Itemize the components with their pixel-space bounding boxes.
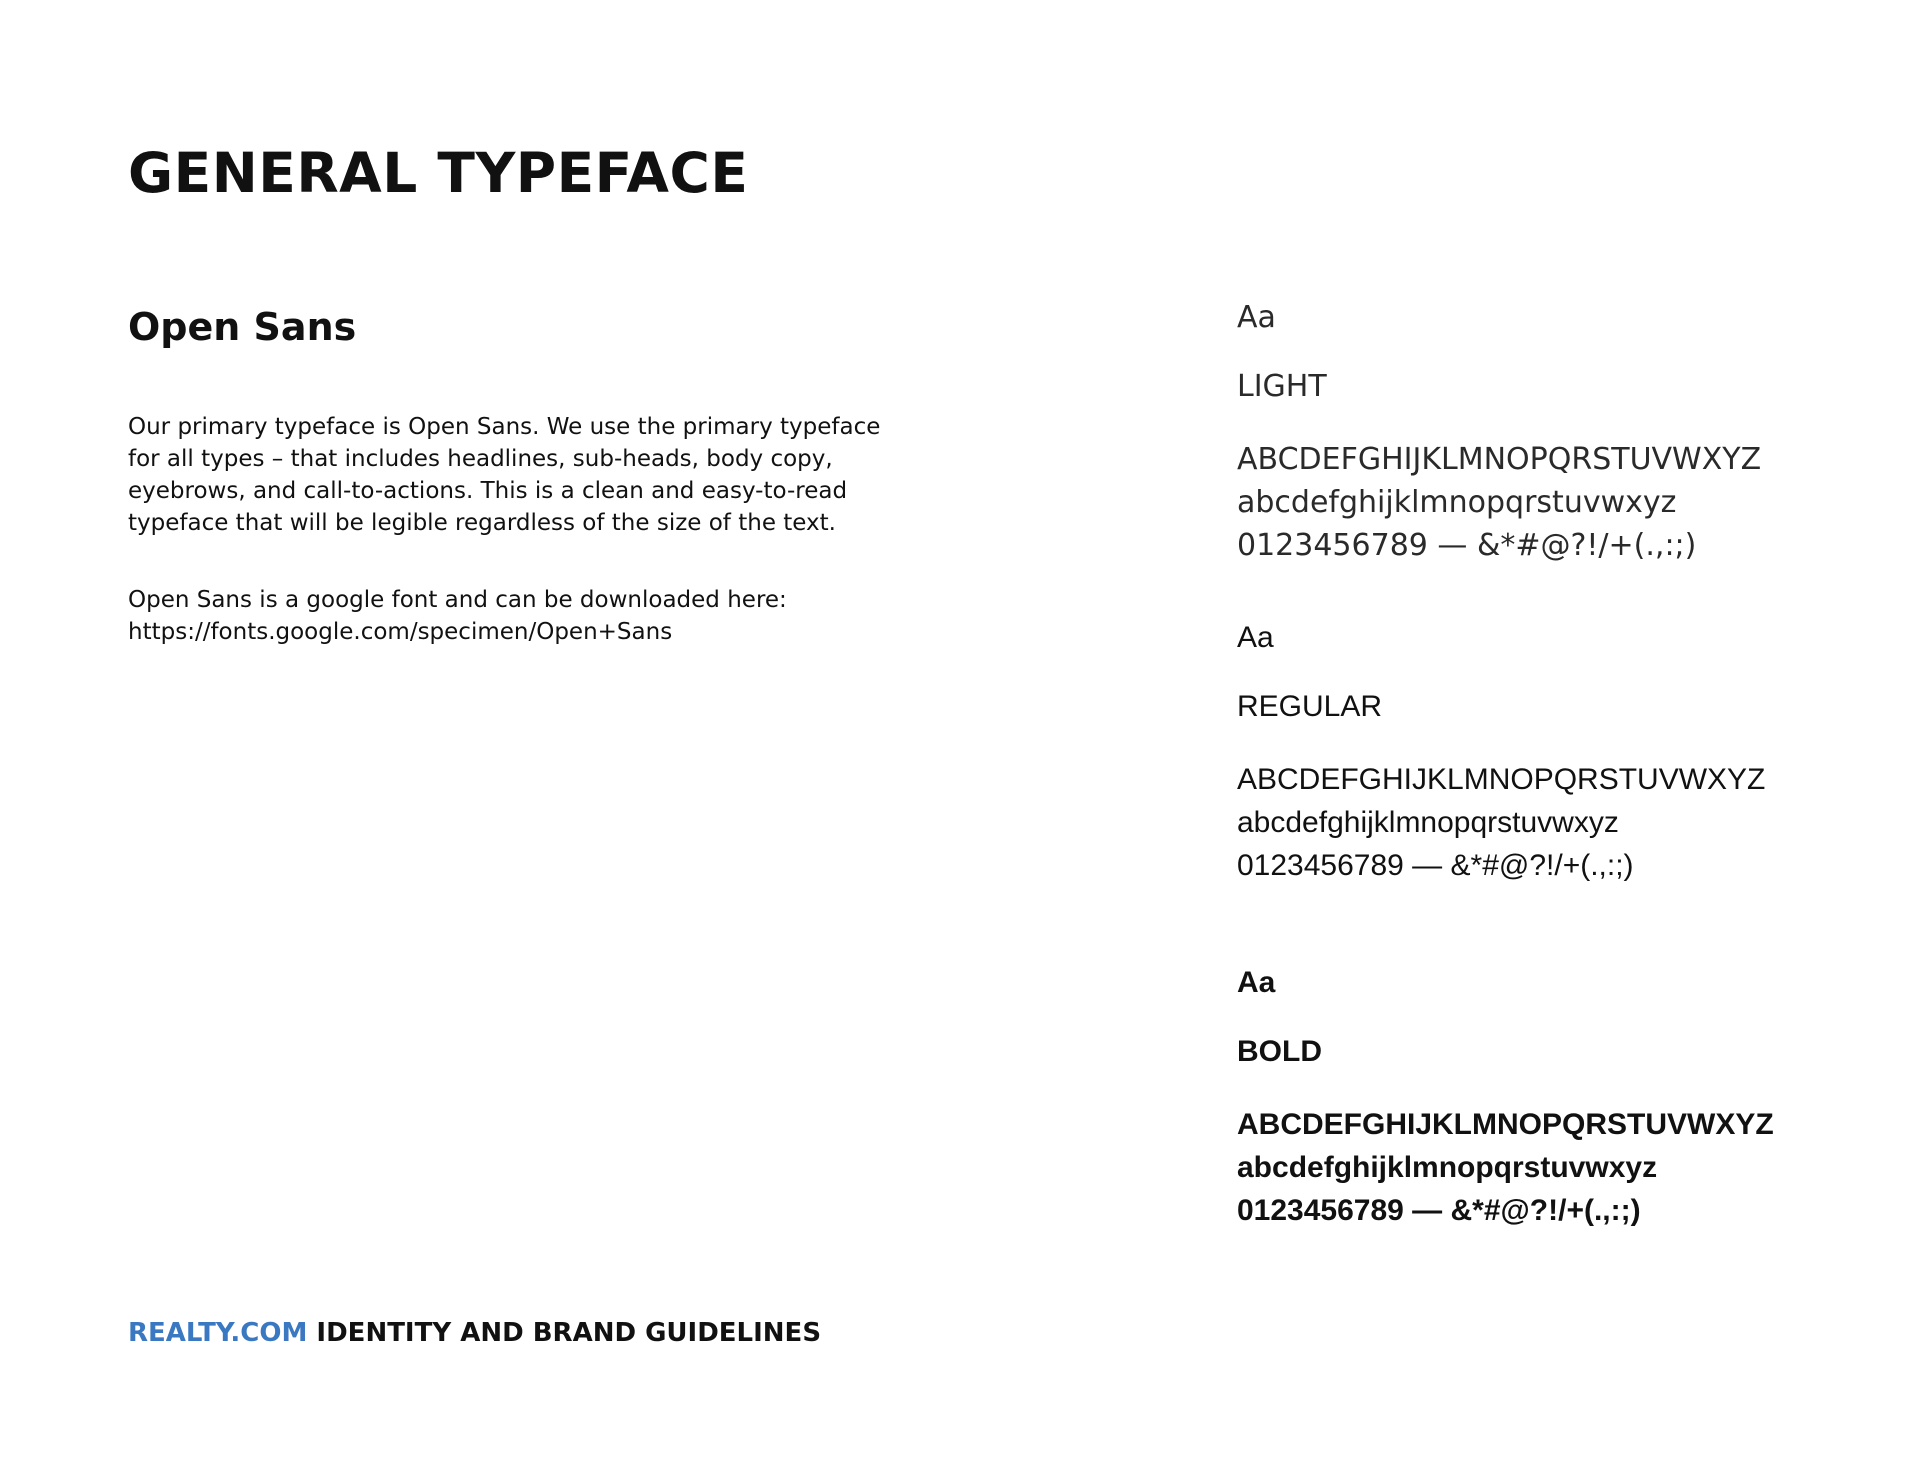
character-set: [1237, 1103, 1897, 1232]
typeface-name: Open Sans: [128, 305, 357, 349]
typeface-description: Our primary typeface is Open Sans. We use the primary typeface for all types – that includes headlines, sub-heads, body copy, eyebrows, and call-to-actions. This is a clean and easy-to-read typeface that will be legible regardless of the size of the text.: [128, 413, 881, 536]
page-title: GENERAL TYPEFACE: [128, 141, 749, 205]
lowercase-set: abcdefghijklmnopqrstuvwxyz: [1237, 806, 1619, 839]
uppercase-set: ABCDEFGHIJKLMNOPQRSTUVWXYZ: [1237, 442, 1762, 477]
download-link[interactable]: https://fonts.google.com/specimen/Open+Sans: [128, 618, 673, 645]
weight-block-light: [1237, 300, 1897, 567]
weights-specimen: [1237, 300, 1897, 1232]
download-paragraph: [128, 584, 908, 648]
uppercase-set: ABCDEFGHIJKLMNOPQRSTUVWXYZ: [1237, 1108, 1774, 1141]
character-set: [1237, 438, 1897, 567]
weight-sample: Aa: [1237, 300, 1276, 335]
weight-name: LIGHT: [1237, 369, 1327, 404]
weight-name: REGULAR: [1237, 690, 1383, 723]
character-set: [1237, 758, 1897, 887]
weight-block-regular: [1237, 620, 1897, 887]
download-note: Open Sans is a google font and can be downloaded here:: [128, 586, 787, 613]
weight-sample: Aa: [1237, 966, 1276, 999]
uppercase-set: ABCDEFGHIJKLMNOPQRSTUVWXYZ: [1237, 763, 1766, 796]
numbers-set: 0123456789 — &*#@?!/+(.,:;): [1237, 528, 1697, 563]
footer-text: IDENTITY AND BRAND GUIDELINES: [316, 1318, 822, 1348]
numbers-set: 0123456789 — &*#@?!/+(.,:;): [1237, 849, 1634, 882]
lowercase-set: abcdefghijklmnopqrstuvwxyz: [1237, 1151, 1658, 1184]
typeface-description-section: [128, 305, 908, 648]
weight-block-bold: [1237, 965, 1897, 1232]
footer: [128, 1318, 821, 1348]
footer-brand: REALTY.COM: [128, 1318, 308, 1348]
lowercase-set: abcdefghijklmnopqrstuvwxyz: [1237, 485, 1677, 520]
weight-name: BOLD: [1237, 1035, 1322, 1068]
weight-sample: Aa: [1237, 621, 1274, 654]
numbers-set: 0123456789 — &*#@?!/+(.,:;): [1237, 1194, 1641, 1227]
